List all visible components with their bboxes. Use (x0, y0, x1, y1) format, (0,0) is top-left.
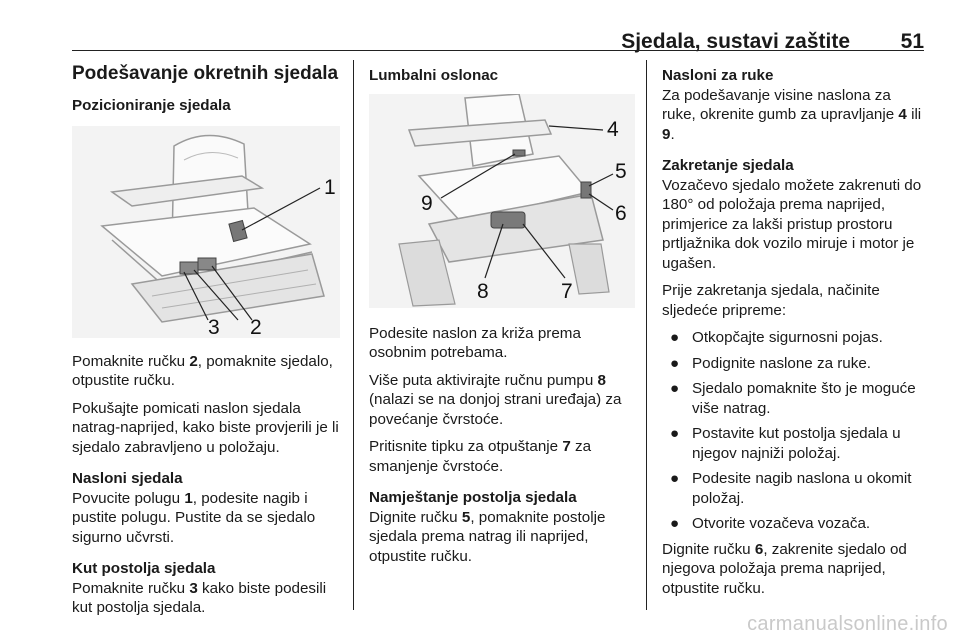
bullet-icon: ● (670, 329, 680, 346)
bullet-icon: ● (670, 425, 680, 442)
section-seat-base-angle (72, 559, 344, 618)
paragraph: Dignite ručku 6, zakrenite sjedalo od njegova položaja prema naprijed, otpustite ručku. (662, 540, 907, 597)
section-seat-backrests (72, 469, 344, 547)
paragraph: Prije zakretanja sjedala, načinite sljedeće pripreme: (662, 282, 880, 319)
column-divider-1 (353, 60, 354, 610)
section-armrests (662, 66, 928, 144)
callout-5: 5 (615, 159, 627, 183)
callout-9: 9 (421, 191, 433, 215)
subheading-base-adjustment: Namještanje postolja sjedala (369, 489, 577, 506)
section-heading: Podešavanje okretnih sjedala (72, 63, 339, 84)
section-seat-base-adjustment (369, 488, 635, 566)
column-3 (662, 62, 928, 610)
column-1 (72, 62, 344, 630)
list-item: ● Postavite kut postolja sjedala u njegov najniži položaj. (670, 425, 901, 462)
callout-3: 3 (208, 315, 220, 338)
callout-7: 7 (561, 279, 573, 303)
subheading-seat-positioning: Pozicioniranje sjedala (72, 97, 231, 114)
paragraph: Pomaknite ručku 2, pomaknite sjedalo, otpustite ručku. (72, 352, 333, 389)
callout-8: 8 (477, 279, 489, 303)
section-seat-swivel (662, 156, 928, 598)
paragraph: Pomaknite ručku 3 kako biste podesili kut postolja sjedala. (72, 579, 327, 616)
callout-4: 4 (607, 117, 619, 141)
subheading-armrests: Nasloni za ruke (662, 67, 774, 84)
bullet-icon: ● (670, 470, 680, 487)
paragraph: Vozačevo sjedalo možete zakrenuti do 180° od položaja prema naprijed, primjerice za lakši pristup prostoru prtljažnika dok vozilo miruje i motor je ugašen. (662, 176, 922, 272)
list-item: ● Otvorite vozačeva vozača. (670, 515, 871, 532)
lumbar-support-illustration (369, 94, 635, 308)
paragraph: Pokušajte pomicati naslon sjedala natrag-naprijed, kako biste provjerili je li sjedalo zabravljeno u položaju. (72, 399, 339, 456)
callout-1: 1 (324, 175, 336, 199)
paragraph: Pritisnite tipku za otpuštanje 7 za smanjenje čvrstoće. (369, 438, 592, 475)
list-item: ● Sjedalo pomaknite što je moguće više natrag. (670, 380, 916, 417)
column-divider-2 (646, 60, 647, 610)
callout-2: 2 (250, 315, 262, 338)
paragraph: Povucite polugu 1, podesite nagib i pustite polugu. Pustite da se sjedalo sigurno učvrsti. (72, 489, 316, 546)
list-item: ● Otkopčajte sigurnosni pojas. (670, 329, 883, 346)
preparation-list (662, 328, 928, 534)
paragraph: Dignite ručku 5, pomaknite postolje sjedala prema natrag ili naprijed, otpustite ručku. (369, 508, 606, 565)
paragraph: Za podešavanje visine naslona za ruke, okrenite gumb za upravljanje 4 ili 9. (662, 86, 922, 143)
bullet-icon: ● (670, 380, 680, 397)
paragraph: Podesite naslon za križa prema osobnim potrebama. (369, 324, 581, 361)
callout-6: 6 (615, 201, 627, 225)
list-item: ● Podesite nagib naslona u okomit položaj. (670, 470, 912, 507)
paragraph: Više puta aktivirajte ručnu pumpu 8 (nalazi se na donjoj strani uređaja) za povećanje čvrstoće. (369, 371, 622, 428)
bullet-icon: ● (670, 515, 680, 532)
page-header (72, 30, 924, 56)
watermark: carmanualsonline.info (747, 613, 948, 635)
subheading-backrests: Nasloni sjedala (72, 470, 183, 487)
column-2 (369, 62, 635, 578)
header-title: Sjedala, sustavi zaštite (621, 30, 850, 53)
list-item: ● Podignite naslone za ruke. (670, 354, 871, 372)
header-rule (72, 50, 924, 51)
page-number: 51 (900, 30, 924, 53)
bullet-icon: ● (670, 354, 680, 372)
seat-positioning-illustration (72, 126, 340, 338)
subheading-swivel: Zakretanje sjedala (662, 157, 794, 174)
subheading-lumbar-support: Lumbalni oslonac (369, 67, 499, 84)
subheading-base-angle: Kut postolja sjedala (72, 560, 216, 577)
